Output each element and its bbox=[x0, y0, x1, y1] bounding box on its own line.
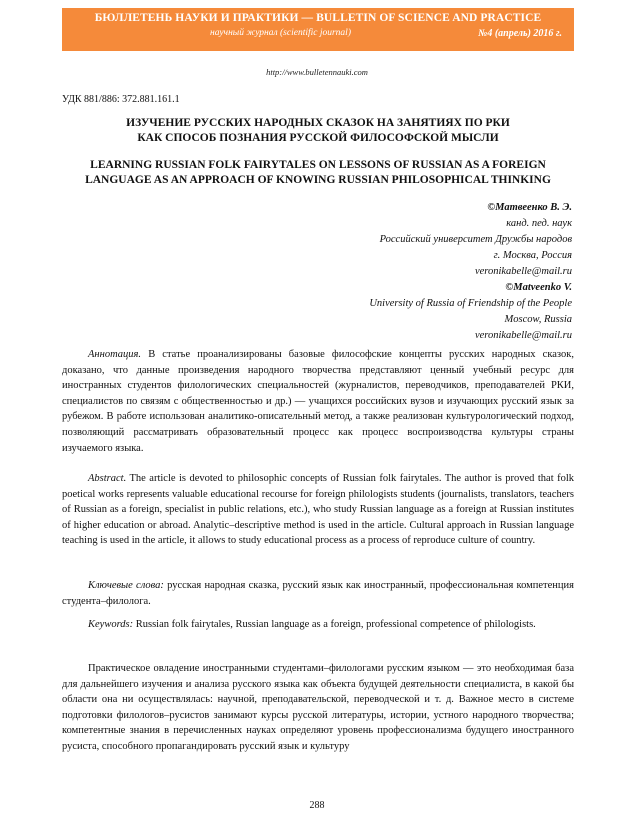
title-ru-line: КАК СПОСОБ ПОЗНАНИЯ РУССКОЙ ФИЛОСОФСКОЙ МЫСЛИ bbox=[137, 132, 499, 144]
keywords-en-text: Russian folk fairytales, Russian language as a foreign, professional competence of philologists. bbox=[135, 619, 536, 630]
author-name-en: ©Matveenko V. bbox=[505, 282, 572, 293]
author-city-en: Moscow, Russia bbox=[504, 314, 572, 325]
body-paragraph: Практическое овладение иностранными студентами–филологами русским языком — это необходимая база для дальнейшего изучения и анализа русского языка как объекта будущей деятельности специалиста, в какой бы области она ни осуществлялась: научной, преподавательской, переводческой и т. д. Важное место в системе подготовки филологов–русистов занимают курсы русской литературы, истории, устного народного творчества; компетентные знания в перечисленных науках определяют уровень профессионализма будущего иностранного русиста, способного пропагандировать русский язык и культуру bbox=[62, 663, 574, 752]
author-email[interactable]: veronikabelle@mail.ru bbox=[474, 330, 572, 341]
author-name-ru: ©Матвеенко В. Э. bbox=[487, 202, 572, 213]
abstract-label: Abstract. bbox=[88, 473, 127, 484]
annotation-text: В статье проанализированы базовые философские концепты русских народных сказок, доказано, что данные произведения народного творчества представляют ценный учебный ресурс для иностранных студентов филологических специальностей (журналистов, переводчиков, преподавателей РКИ, специалистов по связям с общественностью и др.) — учащихся российских вузов и изучающих русский язык за рубежом. В работе использован аналитико-описательный метод, а также реализован культурологический подход, позволяющий рассматривать образовательный процесс как процесс воспроизводства культуры страны изучаемого языка. bbox=[62, 349, 574, 454]
article-title-en bbox=[62, 158, 574, 188]
annotation-paragraph bbox=[62, 347, 574, 456]
author-degree: канд. пед. наук bbox=[506, 218, 572, 229]
page-number: 288 bbox=[309, 800, 325, 811]
author-city-ru: г. Москва, Россия bbox=[493, 250, 572, 261]
journal-url[interactable]: http://www.bulletennauki.com bbox=[266, 67, 368, 77]
abstract-paragraph bbox=[62, 471, 574, 549]
journal-issue: №4 (апрель) 2016 г. bbox=[478, 28, 562, 39]
journal-header bbox=[62, 8, 574, 51]
journal-title: БЮЛЛЕТЕНЬ НАУКИ И ПРАКТИКИ — BULLETIN OF SCIENCE AND PRACTICE bbox=[94, 12, 542, 24]
journal-subtitle: научный журнал (scientific journal) bbox=[210, 28, 351, 38]
abstract-text: The article is devoted to philosophic concepts of Russian folk fairytales. The author is proved that folk poetical works represents valuable educational recourse for foreign philologists students (journalists, translators, teachers of Russian as a foreign, specialist in public relations, etc.), who study Russian language as a foreign at Russian institutes of higher education or abroad. Analytic–descriptive method is used in the article. Cultural approach in Russian language teaching is used in the article, it allows to study educational process as a process of reproduce culture of country. bbox=[62, 473, 575, 547]
author-affiliation-ru: Российский университет Дружбы народов bbox=[379, 234, 572, 245]
author-affiliation-en: University of Russia of Friendship of the People bbox=[369, 298, 572, 309]
keywords-ru-paragraph bbox=[62, 578, 574, 609]
keywords-en-label: Keywords: bbox=[88, 619, 134, 630]
keywords-ru-text: русская народная сказка, русский язык как иностранный, профессиональная компетенция студента–филолога. bbox=[62, 580, 574, 607]
udc-code: УДК 881/886: 372.881.161.1 bbox=[62, 94, 180, 105]
title-ru-line: ИЗУЧЕНИЕ РУССКИХ НАРОДНЫХ СКАЗОК НА ЗАНЯТИЯХ ПО РКИ bbox=[126, 117, 510, 129]
title-en-line: LANGUAGE AS AN APPROACH OF KNOWING RUSSIAN PHILOSOPHICAL THINKING bbox=[85, 174, 551, 186]
author-block bbox=[369, 200, 572, 344]
title-en-line: LEARNING RUSSIAN FOLK FAIRYTALES ON LESSONS OF RUSSIAN AS A FOREIGN bbox=[90, 159, 546, 171]
keywords-ru-label: Ключевые слова: bbox=[88, 580, 164, 591]
keywords-en-paragraph bbox=[62, 617, 574, 633]
article-title-ru bbox=[62, 116, 574, 146]
author-email[interactable]: veronikabelle@mail.ru bbox=[474, 266, 572, 277]
annotation-label: Аннотация. bbox=[88, 349, 142, 360]
